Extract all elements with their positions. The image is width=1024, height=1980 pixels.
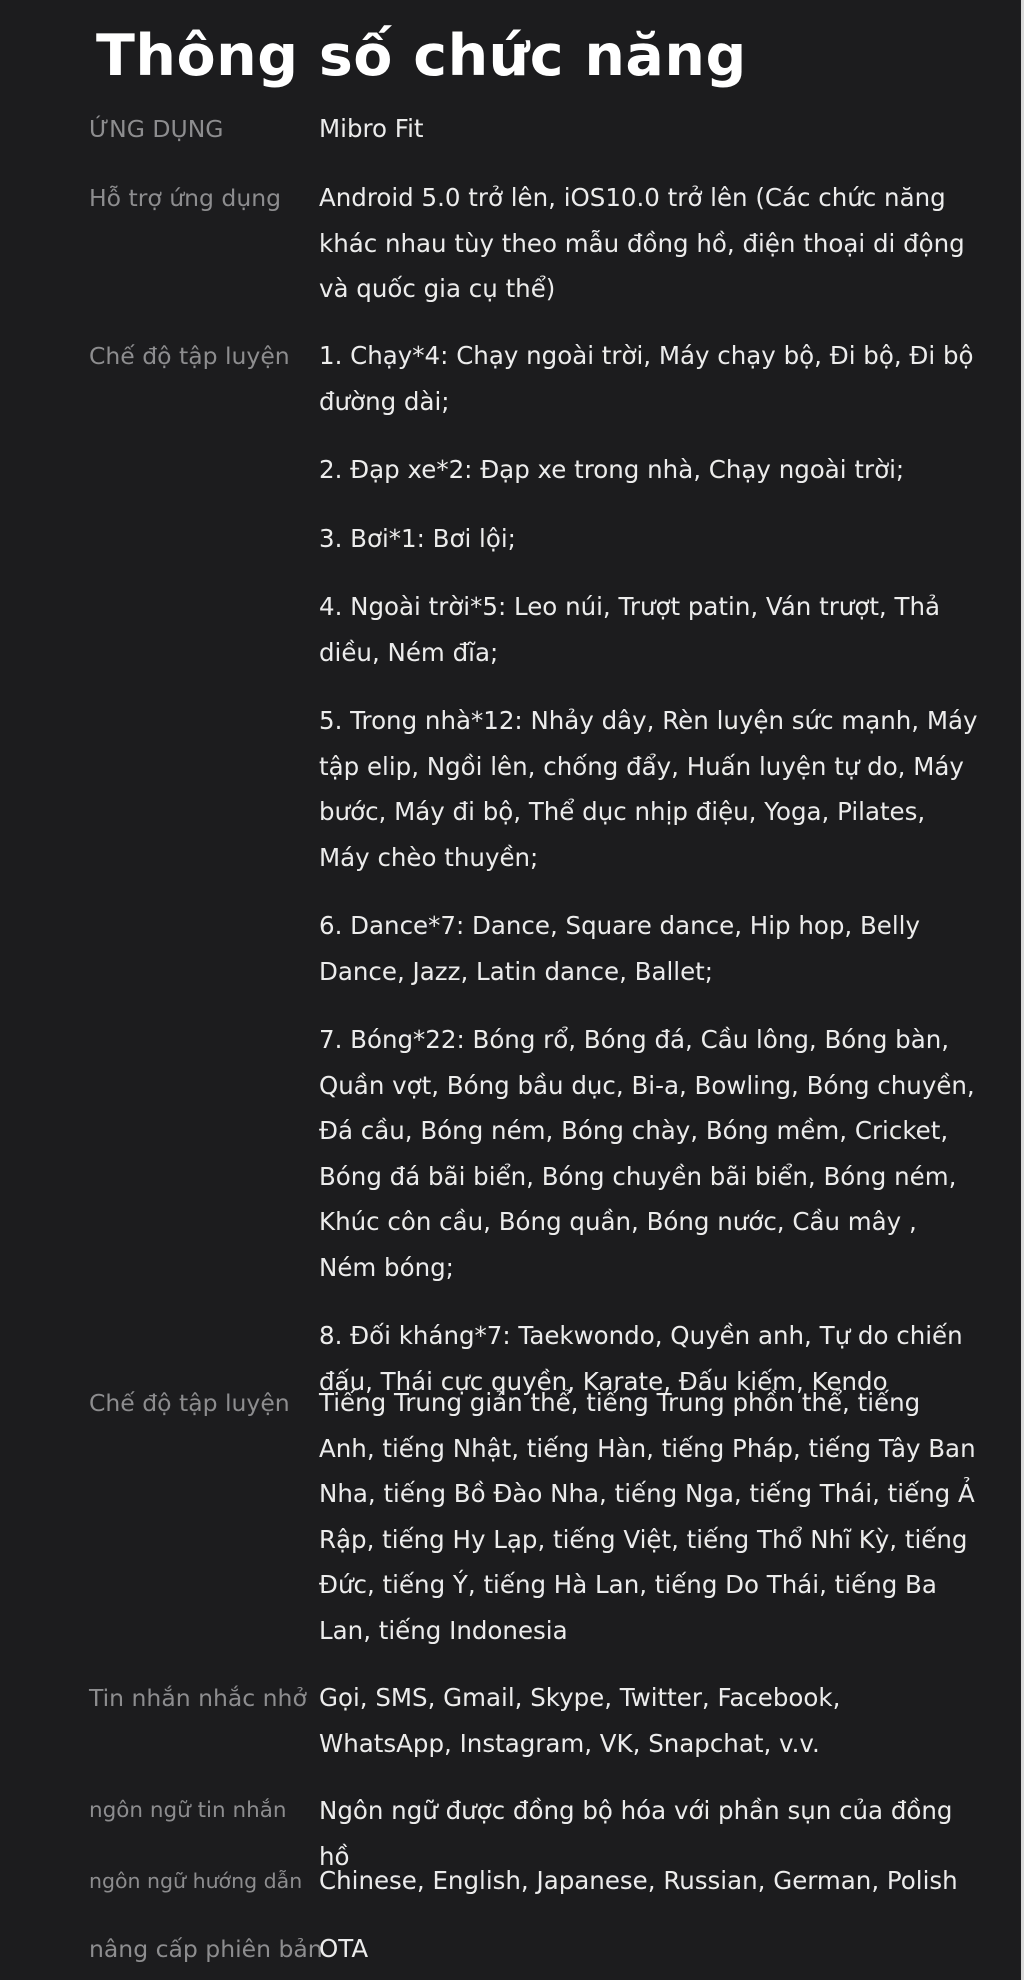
spec-label-languages: Chế độ tập luyện: [89, 1389, 290, 1417]
workout-item-indoor: 5. Trong nhà*12: Nhảy dây, Rèn luyện sức mạnh, Máy tập elip, Ngồi lên, chống đẩy, Huấn luyện tự do, Máy bước, Máy đi bộ, Thể dục nhịp điệu, Yoga, Pilates, Máy chèo thuyền;: [319, 706, 978, 872]
spec-value-version-upgrade: OTA: [319, 1934, 369, 1963]
spec-value-workout-modes: [319, 333, 979, 1404]
page-title: Thông số chức năng: [96, 23, 747, 89]
spec-label-message-language: ngôn ngữ tin nhắn: [89, 1798, 287, 1823]
spec-label-workout-modes: Chế độ tập luyện: [89, 342, 290, 370]
spec-value-app: Mibro Fit: [319, 114, 424, 143]
spec-value-message-reminders: Gọi, SMS, Gmail, Skype, Twitter, Facebook, WhatsApp, Instagram, VK, Snapchat, v.v.: [319, 1683, 841, 1758]
spec-label-app-support: Hỗ trợ ứng dụng: [89, 184, 282, 212]
spec-label-version-upgrade: nâng cấp phiên bản: [89, 1935, 323, 1963]
spec-label-app: ỨNG DỤNG: [89, 115, 224, 143]
workout-item-outdoor: 4. Ngoài trời*5: Leo núi, Trượt patin, Ván trượt, Thả diều, Ném đĩa;: [319, 592, 941, 667]
spec-value-languages: Tiếng Trung giản thể, tiếng Trung phồn thể, tiếng Anh, tiếng Nhật, tiếng Hàn, tiếng Pháp, tiếng Tây Ban Nha, tiếng Bồ Đào Nha, tiếng Nga, tiếng Thái, tiếng Ả Rập, tiếng Hy Lạp, tiếng Việt, tiếng Thổ Nhĩ Kỳ, tiếng Đức, tiếng Ý, tiếng Hà Lan, tiếng Do Thái, tiếng Ba Lan, tiếng Indonesia: [319, 1388, 976, 1645]
spec-value-app-support: Android 5.0 trở lên, iOS10.0 trở lên (Các chức năng khác nhau tùy theo mẫu đồng hồ, điện thoại di động và quốc gia cụ thể): [319, 183, 965, 303]
spec-label-guide-language: ngôn ngữ hướng dẫn: [89, 1869, 303, 1893]
workout-item-dance: 6. Dance*7: Dance, Square dance, Hip hop, Belly Dance, Jazz, Latin dance, Ballet;: [319, 911, 920, 986]
workout-item-cycling: 2. Đạp xe*2: Đạp xe trong nhà, Chạy ngoài trời;: [319, 455, 905, 484]
workout-item-combat: 8. Đối kháng*7: Taekwondo, Quyền anh, Tự do chiến đấu, Thái cực quyền, Karate, Đấu kiếm, Kendo: [319, 1321, 963, 1396]
spec-value-guide-language: Chinese, English, Japanese, Russian, German, Polish: [319, 1866, 958, 1895]
workout-item-ball: 7. Bóng*22: Bóng rổ, Bóng đá, Cầu lông, Bóng bàn, Quần vợt, Bóng bầu dục, Bi-a, Bowling, Bóng chuyền, Đá cầu, Bóng ném, Bóng chày, Bóng mềm, Cricket, Bóng đá bãi biển, Bóng chuyền bãi biển, Bóng ném, Khúc côn cầu, Bóng quần, Bóng nước, Cầu mây , Ném bóng;: [319, 1025, 975, 1282]
spec-label-message-reminders: Tin nhắn nhắc nhở: [89, 1684, 307, 1712]
workout-item-running: 1. Chạy*4: Chạy ngoài trời, Máy chạy bộ, Đi bộ, Đi bộ đường dài;: [319, 341, 974, 416]
workout-item-swimming: 3. Bơi*1: Bơi lội;: [319, 523, 516, 553]
spec-value-message-language: Ngôn ngữ được đồng bộ hóa với phần sụn của đồng hồ: [319, 1796, 953, 1871]
